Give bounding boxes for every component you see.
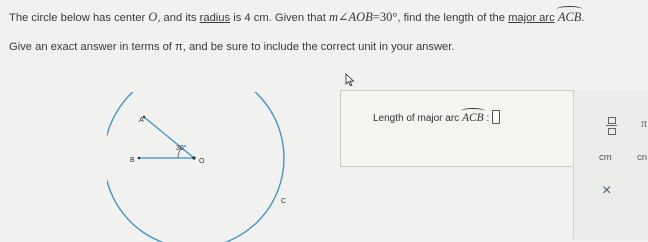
label-a: A: [139, 117, 144, 124]
answer-label: Length of major arc: [373, 113, 462, 124]
answer-row: [373, 110, 500, 124]
fraction-bar-icon: [606, 125, 617, 126]
circle-outline: [107, 92, 287, 242]
center-point: [192, 156, 195, 159]
math-toolbar: [573, 90, 648, 239]
problem-text: , and its: [157, 12, 200, 24]
label-o: O: [199, 158, 205, 165]
problem-text: is 4 cm. Given that: [230, 12, 329, 24]
fraction-denominator-icon: [608, 128, 616, 135]
arc-notation: ACB: [558, 10, 582, 25]
fraction-button[interactable]: [604, 116, 618, 136]
circle-figure: [107, 92, 307, 242]
close-icon[interactable]: ×: [602, 182, 612, 199]
answer-arc-notation: ACB: [462, 112, 484, 124]
fraction-numerator-icon: [608, 117, 616, 124]
major-arc-glossary-link[interactable]: major arc: [508, 12, 555, 24]
angle-label: 30°: [176, 145, 187, 152]
given-angle-expression: m∠AOB=30°: [328, 10, 398, 24]
unit-button-cm[interactable]: cm: [599, 152, 612, 163]
problem-text: , find the length of the: [397, 12, 509, 24]
answer-colon: :: [486, 113, 490, 124]
label-b: B: [130, 157, 135, 164]
radius-glossary-link[interactable]: radius: [199, 12, 231, 24]
label-c: C: [281, 198, 287, 205]
center-letter: O: [148, 10, 158, 24]
unit-button-cm-2[interactable]: cn: [637, 152, 648, 163]
problem-statement-line-2: Give an exact answer in terms of π, and be sure to include the correct unit in your answer.: [9, 41, 455, 53]
problem-text: The circle below has center: [9, 12, 149, 24]
answer-input[interactable]: [492, 110, 500, 124]
pi-button[interactable]: π: [641, 116, 648, 130]
mouse-cursor-icon: [345, 73, 355, 87]
problem-statement-line-1: [9, 9, 585, 25]
point-b: [138, 157, 141, 160]
answer-panel: [340, 90, 575, 167]
problem-text: .: [581, 12, 585, 24]
